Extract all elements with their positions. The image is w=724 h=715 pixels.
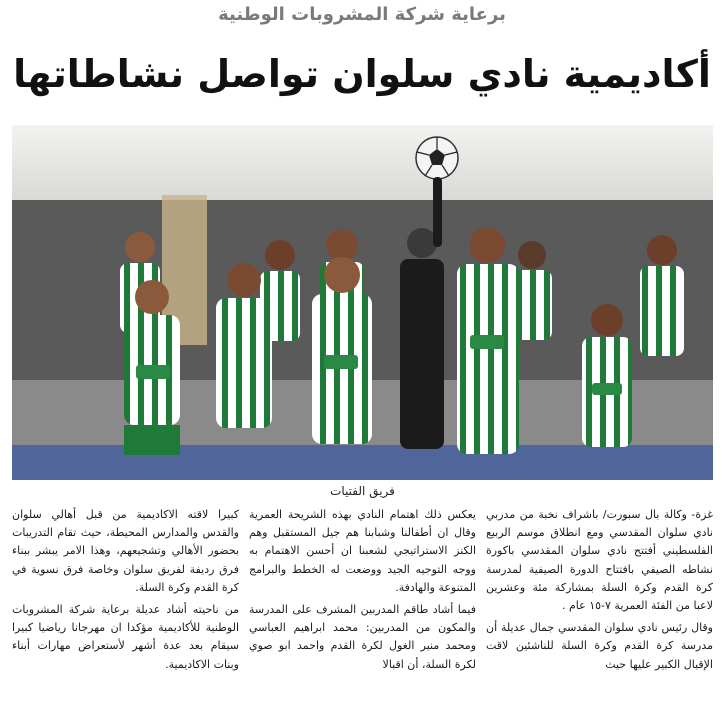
paragraph: فيما أشاد طاقم المدربين المشرف على المدرسة والمكون من المدربين: محمد ابراهيم العباسي ومحمد منير الغول لكرة القدم واحمد ابو صوي لكرة السلة، أن اقبالا <box>249 603 476 671</box>
paragraph: كبيرا لاقته الاكاديمية من قبل أهالي سلوان والقدس والمدارس المحيطة، حيث تقام التدريبات بحضور الأهالي وتشجيعهم، وهذا الامر يبشر ببناء فرق رديفة لفريق سلوان وخاصة فرق نسوية في كرة القدم وكرة السلة. <box>12 508 239 594</box>
team-photo <box>12 125 713 480</box>
column-3 <box>12 506 239 711</box>
photo-caption: فريق الفتيات <box>330 484 395 498</box>
paragraph: من ناحيته أشاد عديلة برعاية شركة المشروبات الوطنية للأكاديمية مؤكدا ان مهرجانا رياضيا كبيرا سيقام بعد عدة أشهر لأستعراض مهارات أبناء وبنات الاكاديمية. <box>12 603 239 671</box>
column-1 <box>486 506 713 711</box>
paragraph: غزة- وكالة بال سبورت/ باشراف نخبة من مدربي نادي سلوان المقدسي ومع انطلاق موسم الربيع الفلسطيني أفتتح نادي سلوان المقدسي باكورة نشاطه الصيفي بافتتاح الدورة الصيفية لمدرسة كرة القدم وكرة السلة بمشاركة مئة وعشرين لاعبا من الفئة العمرية ٧-١٥ عام . <box>486 508 713 613</box>
column-2 <box>249 506 476 711</box>
article-body <box>12 506 713 711</box>
article-headline: أكاديمية نادي سلوان تواصل نشاطاتها <box>13 52 711 96</box>
article-kicker: برعاية شركة المشروبات الوطنية <box>218 4 506 25</box>
football-icon <box>416 137 458 179</box>
paragraph: وقال رئيس نادي سلوان المقدسي جمال عديلة أن مدرسة كرة القدم وكرة السلة للناشئين لاقت الإقبال الكبير عليها حيث <box>486 621 713 671</box>
paragraph: يعكس ذلك اهتمام النادي بهذه الشريحة العمرية وقال ان أطفالنا وشبابنا هم جيل المستقبل وهم الكنز الاستراتيجي لشعبنا ان أحسن الاهتمام به ووجه التوجيه الجيد ووضعت له الخطط والبرامج المتنوعة والهادفة. <box>249 508 476 594</box>
